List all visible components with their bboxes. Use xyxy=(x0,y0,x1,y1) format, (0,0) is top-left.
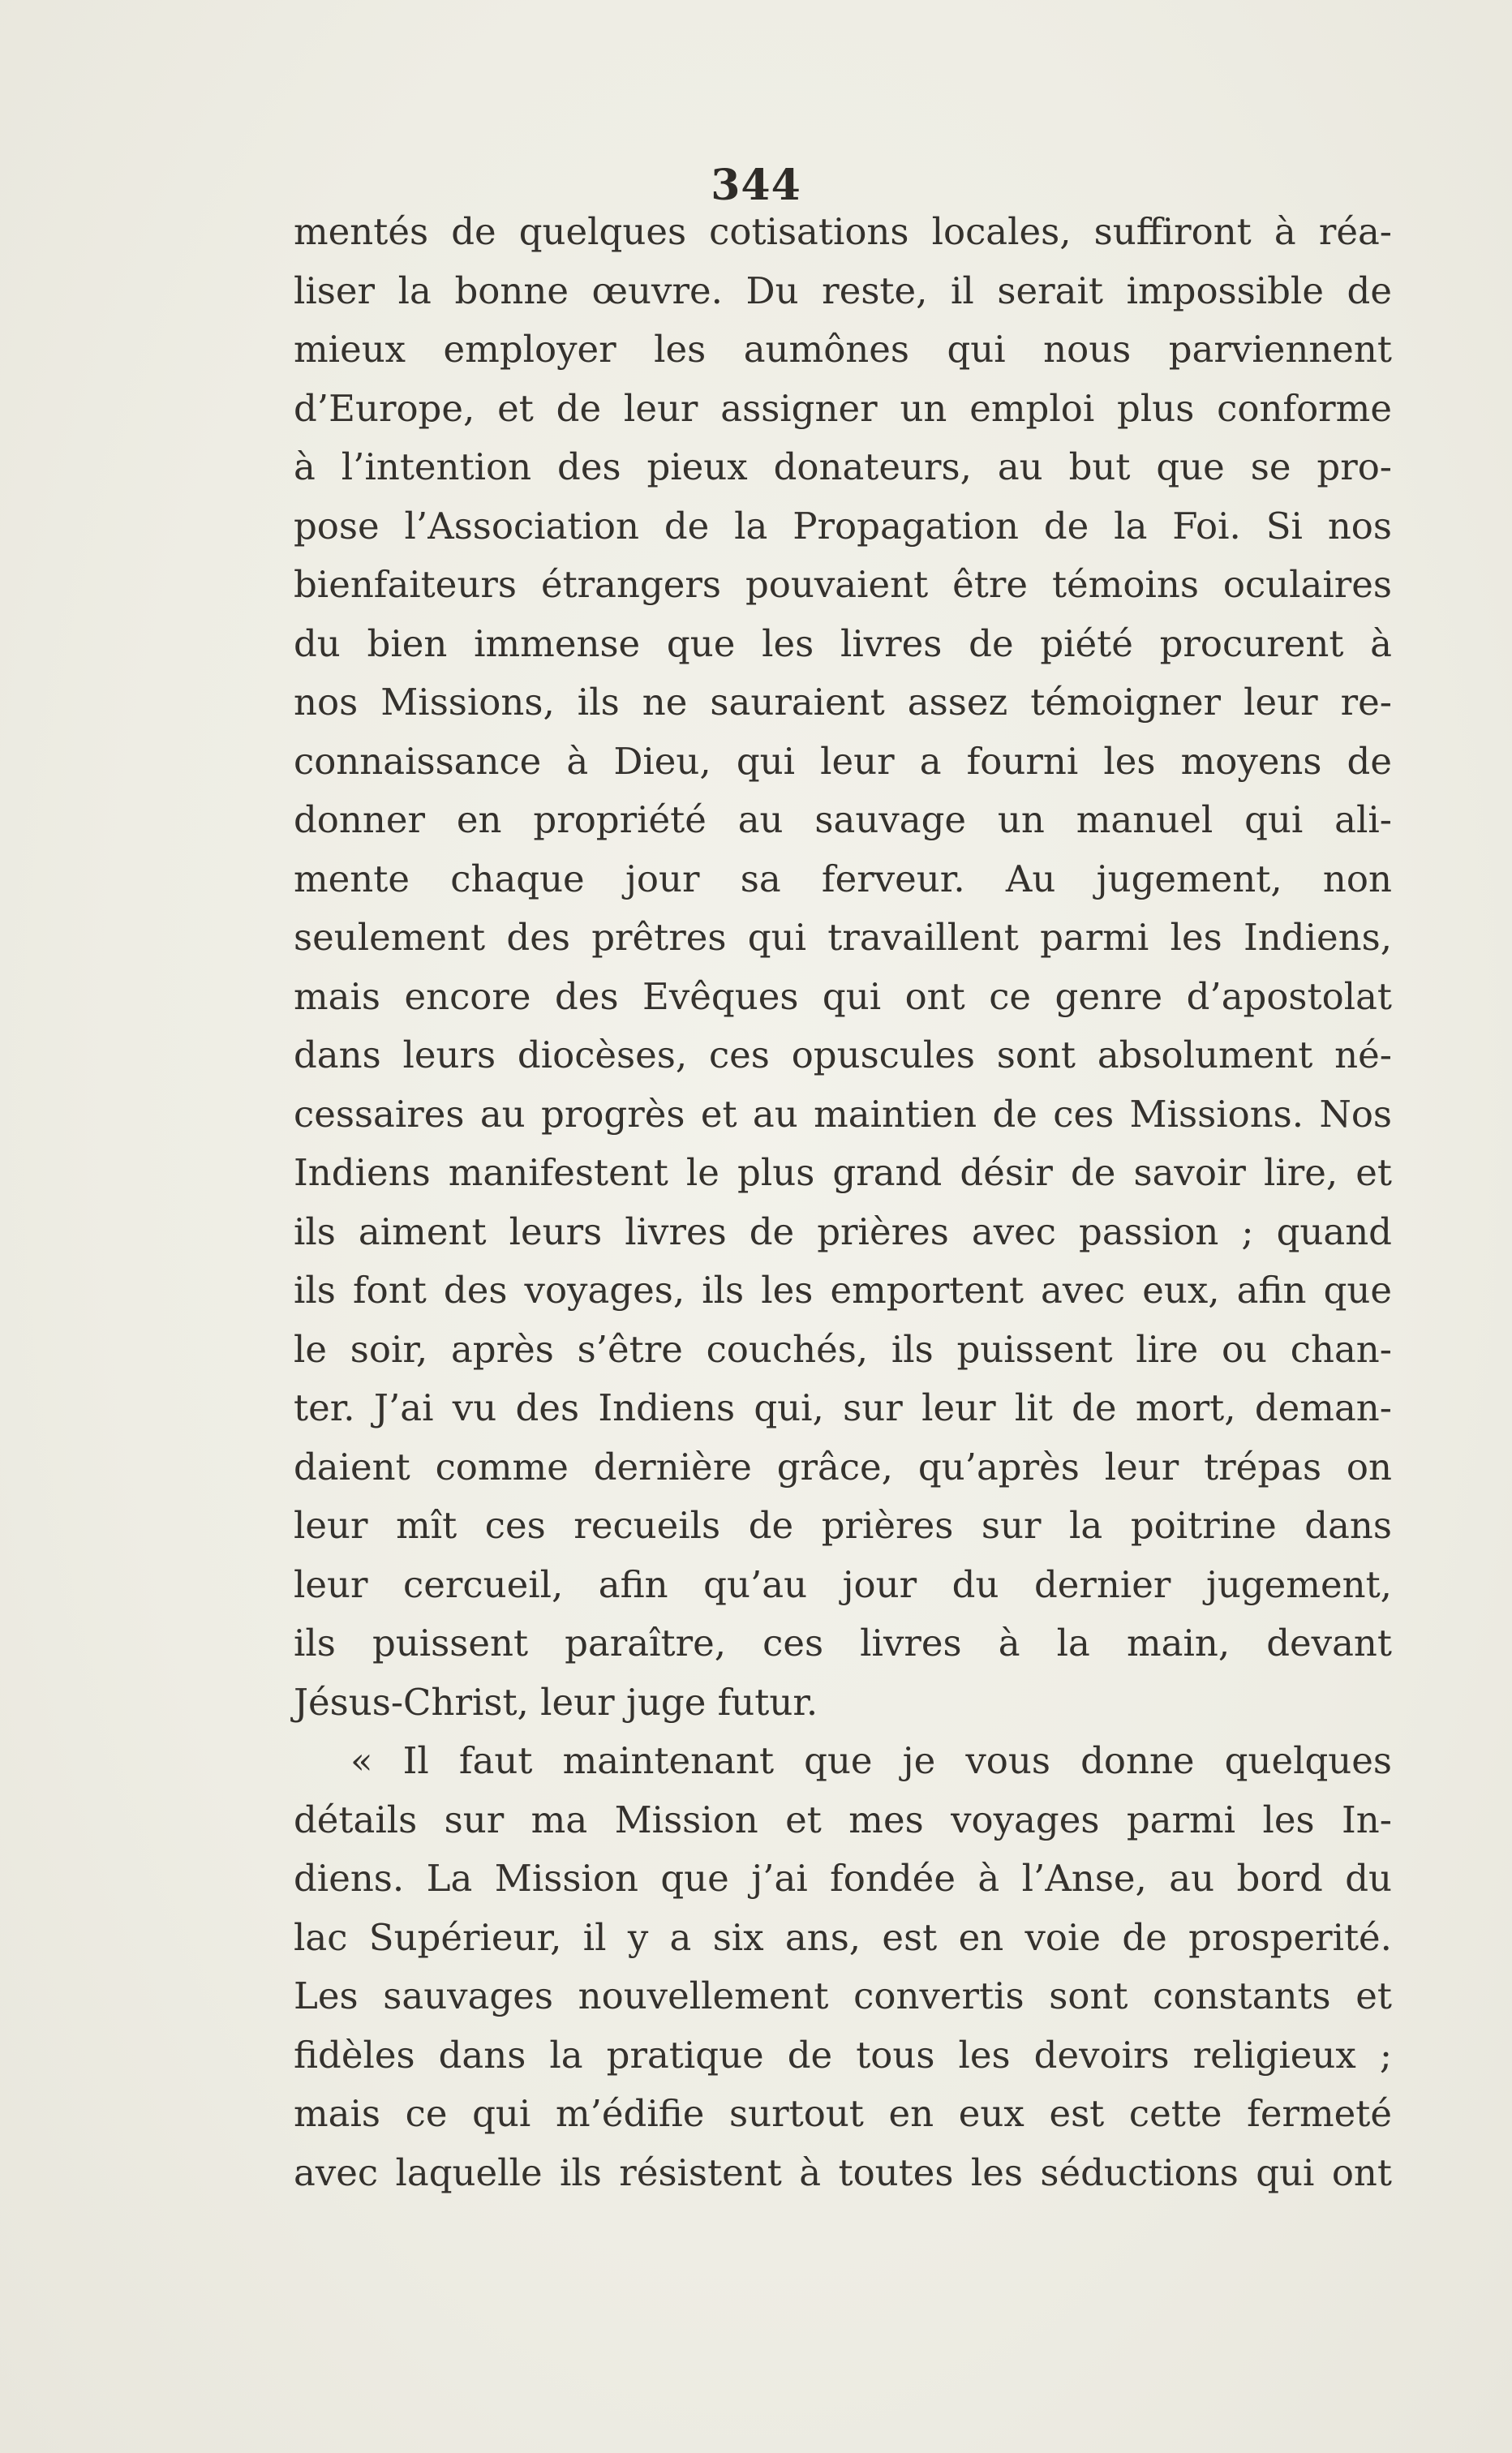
text-line: leur mît ces recueils de prières sur la poitrine dans xyxy=(294,1504,1392,1547)
text-line: ils puissent paraître, ces livres à la main, devant xyxy=(294,1622,1392,1665)
paragraph-end-line: Jésus-Christ, leur juge futur. xyxy=(294,1680,818,1724)
text-line: fidèles dans la pratique de tous les devoirs religieux ; xyxy=(294,2033,1392,2077)
text-line: cessaires au progrès et au maintien de ces Missions. Nos xyxy=(294,1092,1392,1136)
page-number: 344 xyxy=(711,161,801,210)
text-line: d’Europe, et de leur assigner un emploi plus conforme xyxy=(294,386,1392,430)
text-line: nos Missions, ils ne sauraient assez témoigner leur re- xyxy=(294,681,1392,724)
text-line: Indiens manifestent le plus grand désir de savoir lire, et xyxy=(294,1151,1392,1194)
text-line: le soir, après s’être couchés, ils puissent lire ou chan- xyxy=(294,1327,1392,1371)
text-line: ter. J’ai vu des Indiens qui, sur leur lit de mort, deman- xyxy=(294,1386,1392,1429)
text-line: Les sauvages nouvellement convertis sont constants et xyxy=(294,1974,1392,2017)
text-line: ils aiment leurs livres de prières avec passion ; quand xyxy=(294,1209,1392,1253)
text-line: dans leurs diocèses, ces opuscules sont absolument né- xyxy=(294,1033,1392,1076)
text-line: liser la bonne œuvre. Du reste, il serait impossible de xyxy=(294,268,1392,312)
text-line: lac Supérieur, il y a six ans, est en voie de prosperité. xyxy=(294,1915,1392,1959)
text-line: détails sur ma Mission et mes voyages parmi les In- xyxy=(294,1798,1392,1841)
text-line: pose l’Association de la Propagation de la Foi. Si nos xyxy=(294,504,1392,548)
text-line: ils font des voyages, ils les emportent avec eux, afin que xyxy=(294,1269,1392,1312)
text-line: seulement des prêtres qui travaillent parmi les Indiens, xyxy=(294,916,1392,959)
text-line: mentés de quelques cotisations locales, suffiront à réa- xyxy=(294,210,1392,253)
text-line: diens. La Mission que j’ai fondée à l’Anse, au bord du xyxy=(294,1857,1392,1900)
text-line: mieux employer les aumônes qui nous parviennent xyxy=(294,328,1392,371)
paragraph-start-line: « Il faut maintenant que je vous donne quelques xyxy=(350,1739,1392,1782)
text-line: mais encore des Evêques qui ont ce genre d’apostolat xyxy=(294,974,1392,1018)
text-line: leur cercueil, afin qu’au jour du dernier jugement, xyxy=(294,1562,1392,1606)
text-line: donner en propriété au sauvage un manuel qui ali- xyxy=(294,798,1392,841)
body-text xyxy=(294,203,1392,2202)
text-line: mente chaque jour sa ferveur. Au jugement, non xyxy=(294,857,1392,900)
text-line: à l’intention des pieux donateurs, au but que se pro- xyxy=(294,445,1392,488)
text-line: bienfaiteurs étrangers pouvaient être témoins oculaires xyxy=(294,563,1392,606)
text-line: connaissance à Dieu, qui leur a fourni les moyens de xyxy=(294,739,1392,783)
text-line: daient comme dernière grâce, qu’après leur trépas on xyxy=(294,1445,1392,1489)
text-line: du bien immense que les livres de piété procurent à xyxy=(294,621,1392,665)
text-line: mais ce qui m’édifie surtout en eux est cette fermeté xyxy=(294,2092,1392,2135)
text-line: avec laquelle ils résistent à toutes les séductions qui ont xyxy=(294,2150,1392,2194)
